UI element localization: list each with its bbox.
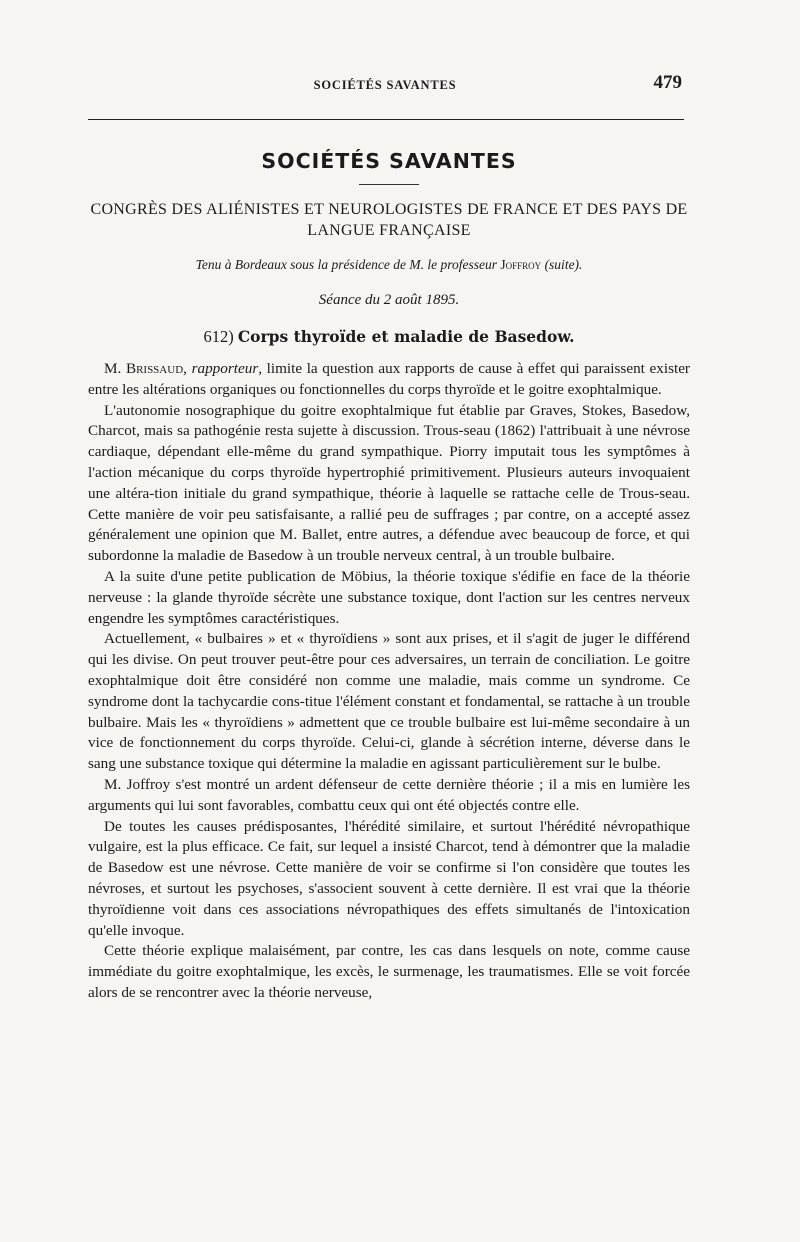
- congress-title: CONGRÈS DES ALIÉNISTES ET NEUROLOGISTES DE FRANCE ET DES PAYS DE LANGUE FRANÇAISE: [90, 201, 688, 239]
- presidency-text: Tenu à Bordeaux sous la présidence de M. le professeur: [195, 257, 498, 272]
- section-title: SOCIÉTÉS SAVANTES: [261, 149, 517, 173]
- title-divider: [359, 184, 419, 185]
- paragraph-2: L'autonomie nosographique du goitre exophtalmique fut établie par Graves, Stokes, Basedow, Charcot, mais sa pathogénie resta sujette à discussion. Trous-seau (1862) l'attribuait à une névrose cardiaque, dépendant elle-même du grand sympathique. Piorry imputait tous les symptômes à l'action mécanique du corps thyroïde hypertrophié primitivement. Plusieurs auteurs invoquaient une altéra-tion initiale du grand sympathique, théorie à laquelle se rattache celle de Trous-seau. Cette manière de voir peu satisfaisante, a rallié peu de suffrages ; par contre, on a accepté assez généralement une opinion que M. Ballet, entre autres, a défendue avec beaucoup de force, et qui subordonne la maladie de Basedow à un trouble nerveux central, à un trouble bulbaire.: [88, 401, 690, 565]
- paragraph-1: M. Brissaud, rapporteur, limite la question aux rapports de cause à effet qui paraissent exister entre les altérations organiques ou fonctionnelles du corps thyroïde et le goitre exophtalmique.: [88, 360, 690, 398]
- paragraph-4: Actuellement, « bulbaires » et « thyroïdiens » sont aux prises, et il s'agit de juger le différend qui les divise. On peut trouver peut-être pour ces adversaires, un terrain de conciliation. Le goitre exophtalmique doit être considéré non comme une maladie, mais comme un syndrome. Ce syndrome dont la tachycardie cons-titue l'élément constant et fondamental, se rattache à un trouble bulbaire. Mais les « thyroïdiens » admettent que ce trouble bulbaire est lui-même secondaire à un vice de fonctionnement du corps thyroïde. Celui-ci, glande à sécrétion interne, déverse dans le sang une substance toxique qui détermine la maladie en agissant particulièrement sur le bulbe.: [88, 630, 690, 773]
- running-head: [88, 72, 682, 99]
- paragraph-5: M. Joffroy s'est montré un ardent défenseur de cette dernière théorie ; il a mis en lumière les arguments qui lui sont favorables, combattu ceux qui ont été objectés contre elle.: [88, 775, 690, 814]
- paragraph-3: A la suite d'une petite publication de Möbius, la théorie toxique s'édifie en face de la théorie nerveuse : la glande thyroïde sécrète une substance toxique, dont l'action sur les centres nerveux engendre les symptômes caractéristiques.: [88, 567, 690, 627]
- article-title: Corps thyroïde et maladie de Basedow.: [237, 327, 575, 346]
- p1-author-name: Brissaud: [125, 360, 184, 377]
- presidency-line: [88, 255, 690, 275]
- p1-role: rapporteur: [191, 360, 259, 377]
- p1-text: , limite la question aux rapports de cause à effet qui paraissent exister entre les altérations organiques ou fonctionnelles du corps thyroïde et le goitre exophtalmique.: [88, 360, 690, 398]
- paragraph-7: Cette théorie explique malaisément, par contre, les cas dans lesquels on note, comme cause immédiate du goitre exophtalmique, les excès, le surmenage, les traumatismes. Elle se voit forcée alors de se rencontrer avec la théorie nerveuse,: [88, 942, 690, 1001]
- article-number: 612): [203, 327, 234, 346]
- seance-date: Séance du 2 août 1895.: [318, 292, 460, 308]
- presidency-name: Joffroy: [500, 257, 542, 272]
- p1-prefix: M.: [104, 360, 122, 377]
- article-heading: [88, 326, 690, 348]
- page-number: 479: [653, 72, 682, 93]
- running-head-title: SOCIÉTÉS SAVANTES: [313, 78, 457, 92]
- header-rule: [88, 119, 684, 120]
- paragraph-6: De toutes les causes prédisposantes, l'hérédité similaire, et surtout l'hérédité névropathique vulgaire, est la plus efficace. Ce fait, sur lequel a insisté Charcot, tend à démontrer que la maladie de Basedow est une névrose. Cette manière de voir se confirme si l'on considère que toutes les névroses, et surtout les psychoses, s'associent souvent à cette dernière. Il est vrai que la théorie thyroïdienne voit dans ces associations névropathiques des effets simultanés de l'intoxication qu'elle invoque.: [88, 817, 690, 939]
- presidency-suffix: (suite).: [544, 257, 583, 272]
- page-body: [88, 146, 690, 1004]
